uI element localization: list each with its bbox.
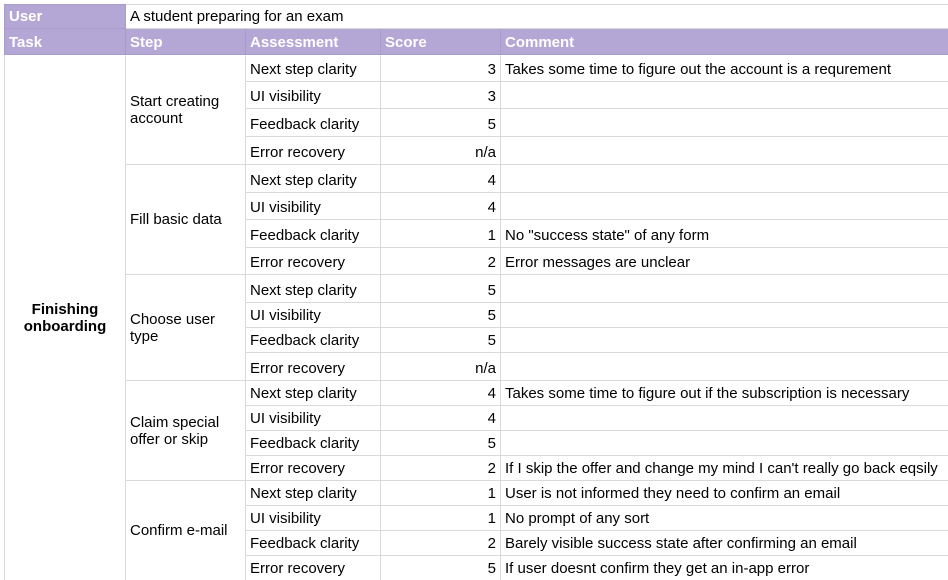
comment-cell[interactable]: Takes some time to figure out if the subscription is necessary [501,381,948,406]
assessment-cell[interactable]: Error recovery [246,556,381,580]
comment-cell[interactable]: User is not informed they need to confirm an email [501,481,948,506]
assessment-cell[interactable]: Error recovery [246,248,381,275]
header-comment[interactable]: Comment [501,29,948,55]
assessment-cell[interactable]: UI visibility [246,193,381,220]
header-step[interactable]: Step [126,29,246,55]
comment-cell[interactable] [501,165,948,193]
comment-cell[interactable]: Takes some time to figure out the account is a requrement [501,55,948,82]
comment-cell[interactable] [501,109,948,137]
score-cell[interactable]: 5 [381,328,501,353]
comment-cell[interactable] [501,275,948,303]
comment-cell[interactable]: If I skip the offer and change my mind I can't really go back eqsily [501,456,948,481]
score-cell[interactable]: 1 [381,220,501,248]
comment-cell[interactable] [501,193,948,220]
assessment-cell[interactable]: Feedback clarity [246,328,381,353]
score-cell[interactable]: 2 [381,531,501,556]
header-score[interactable]: Score [381,29,501,55]
score-cell[interactable]: 5 [381,303,501,328]
comment-cell[interactable] [501,431,948,456]
score-cell[interactable]: 5 [381,275,501,303]
score-cell[interactable]: 2 [381,456,501,481]
assessment-cell[interactable]: Next step clarity [246,381,381,406]
assessment-cell[interactable]: Feedback clarity [246,531,381,556]
assessment-cell[interactable]: Next step clarity [246,275,381,303]
table-row [5,55,948,82]
comment-cell[interactable] [501,353,948,381]
comment-cell[interactable] [501,303,948,328]
step-cell[interactable]: Fill basic data [126,165,246,275]
score-cell[interactable]: 3 [381,55,501,82]
spreadsheet [4,4,948,580]
comment-cell[interactable] [501,137,948,165]
step-cell[interactable]: Start creating account [126,55,246,165]
score-cell[interactable]: 1 [381,506,501,531]
score-cell[interactable]: 1 [381,481,501,506]
score-cell[interactable]: 5 [381,109,501,137]
score-cell[interactable]: n/a [381,353,501,381]
comment-cell[interactable] [501,406,948,431]
step-cell[interactable]: Claim special offer or skip [126,381,246,481]
score-cell[interactable]: 3 [381,82,501,109]
task-cell[interactable]: Finishing onboarding [5,55,126,580]
step-cell[interactable]: Confirm e-mail [126,481,246,580]
score-cell[interactable]: 5 [381,431,501,456]
assessment-cell[interactable]: Error recovery [246,137,381,165]
user-label-cell[interactable]: User [5,5,126,29]
comment-cell[interactable]: No "success state" of any form [501,220,948,248]
assessment-cell[interactable]: UI visibility [246,506,381,531]
assessment-cell[interactable]: Error recovery [246,456,381,481]
table-row [5,481,948,506]
assessment-cell[interactable]: Error recovery [246,353,381,381]
column-header-row [5,29,948,55]
table-row [5,165,948,193]
header-task[interactable]: Task [5,29,126,55]
score-cell[interactable]: n/a [381,137,501,165]
comment-cell[interactable]: Barely visible success state after confirming an email [501,531,948,556]
comment-cell[interactable]: No prompt of any sort [501,506,948,531]
assessment-cell[interactable]: UI visibility [246,406,381,431]
score-cell[interactable]: 4 [381,406,501,431]
assessment-cell[interactable]: UI visibility [246,303,381,328]
evaluation-table [4,4,948,580]
assessment-cell[interactable]: Feedback clarity [246,220,381,248]
comment-cell[interactable] [501,82,948,109]
assessment-cell[interactable]: Feedback clarity [246,109,381,137]
score-cell[interactable]: 5 [381,556,501,580]
assessment-cell[interactable]: Next step clarity [246,481,381,506]
score-cell[interactable]: 4 [381,165,501,193]
header-assessment[interactable]: Assessment [246,29,381,55]
score-cell[interactable]: 4 [381,193,501,220]
step-cell[interactable]: Choose user type [126,275,246,381]
score-cell[interactable]: 2 [381,248,501,275]
table-row [5,275,948,303]
assessment-cell[interactable]: Feedback clarity [246,431,381,456]
score-cell[interactable]: 4 [381,381,501,406]
assessment-cell[interactable]: Next step clarity [246,165,381,193]
comment-cell[interactable]: If user doesnt confirm they get an in-app error [501,556,948,580]
assessment-cell[interactable]: Next step clarity [246,55,381,82]
assessment-cell[interactable]: UI visibility [246,82,381,109]
comment-cell[interactable] [501,328,948,353]
comment-cell[interactable]: Error messages are unclear [501,248,948,275]
table-row [5,381,948,406]
user-value-cell[interactable]: A student preparing for an exam [126,5,948,29]
